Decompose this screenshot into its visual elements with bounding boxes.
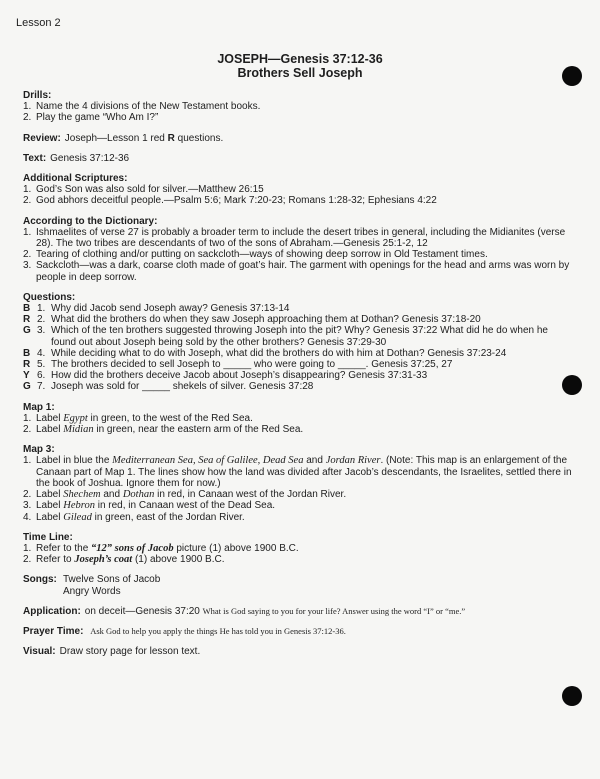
place-name: Shechem [63,489,101,501]
item-text-start: Label in blue the [36,455,113,467]
item-number: 3. [23,260,32,272]
item-text-end: in green, to the west of the Red Sea. [87,412,253,424]
item-number: 1. [23,226,32,238]
item-number: 1. [23,412,32,424]
application-text: on deceit—Genesis 37:20 [84,605,200,617]
question-color-letter: G [23,381,31,393]
item-number: 2. [23,489,32,501]
prayer-note: Ask God to help you apply the things He has told you in Genesis 37:12-36. [90,625,346,636]
question-item [23,325,575,347]
binder-hole [562,66,582,86]
item-text: Sackcloth—was a dark, coarse cloth made of goat’s hair. The garment with openings for the head and arms was worn by people in deep sorrow. [36,260,570,283]
additional-heading: Additional Scriptures: [23,173,128,185]
timeline-heading: Time Line: [23,531,73,543]
list-item [23,500,575,511]
list-item [23,112,575,123]
review-bold: R [167,132,175,144]
songs-section [23,574,575,596]
list-item [23,184,575,195]
item-text: God’s Son was also sold for silver.—Matthew 26:15 [36,184,264,196]
question-item [23,359,575,370]
list-item [23,455,575,489]
list-item [23,260,575,282]
place-name: Midian [63,424,94,436]
place-name: Hebron [63,500,95,512]
item-text [36,500,575,511]
questions-heading: Questions: [23,291,76,303]
question-color-letter: R [23,314,31,326]
item-number: 3. [23,500,32,512]
question-text: Which of the ten brothers suggested throwing Joseph into the pit? Why? Genesis 37:22 What did he do when he found out about Joseph being sold by the other brothers? Genesis 37:29-30 [51,325,548,348]
place-name: Dothan [122,489,155,501]
item-text [36,554,575,565]
visual-text: Draw story page for lesson text. [59,646,201,658]
timeline-picture-name: Joseph’s coat [74,554,133,566]
place-name: Gilead [63,511,92,523]
songs-heading: Songs: [23,574,57,586]
visual-section [23,646,575,657]
question-item [23,314,575,325]
item-text: Name the 4 divisions of the New Testament books. [36,101,261,113]
list-item [23,413,575,424]
place-name: Jordan River [325,455,381,467]
binder-hole [562,375,582,395]
place-name: Egypt [63,412,88,424]
item-text-start: Refer to [36,554,75,566]
review-heading: Review: [23,132,61,144]
item-number: 1. [23,101,32,113]
question-number: 3. [37,325,46,337]
drills-heading: Drills: [23,90,52,101]
item-text-start: Label [36,412,64,424]
question-text: Joseph was sold for _____ shekels of silver. Genesis 37:28 [51,381,314,393]
place-names: Mediterranean Sea, Sea of Galilee, Dead Sea [112,455,304,467]
question-item [23,381,575,392]
item-text: Tearing of clothing and/or putting on sackcloth—ways of showing deep sorrow in Old Testament times. [36,249,488,261]
application-heading: Application: [23,605,81,617]
dictionary-section [23,216,575,283]
item-text-end: in green, east of the Jordan River. [91,511,245,523]
songs-list [63,574,160,596]
item-text: Play the game “Who Am I?” [36,112,159,124]
visual-heading: Visual: [23,646,56,658]
timeline-section [23,532,575,566]
item-number: 2. [23,195,32,207]
item-text [36,424,575,435]
question-text: What did the brothers do when they saw Joseph approaching them at Dothan? Genesis 37:18-20 [51,314,481,326]
item-text-start: Label [36,489,64,501]
application-note: What is God saying to you for your life? Answer using the word “I” or “me.” [202,605,466,616]
song-title: Twelve Sons of Jacob [63,574,161,586]
question-item [23,303,575,314]
lesson-subtitle: Brothers Sell Joseph [237,66,363,80]
item-text-end: . (Note: This map is an enlargement of the Canaan part of Map 1. The lines show how the land was divided after Jacob’s descendants, the Israelites, settled there in the book of Joshua. Ignore them for now.) [36,455,572,489]
item-number: 2. [23,249,32,261]
text-section [23,153,575,164]
question-number: 7. [37,381,46,393]
item-text-start: Label [36,424,64,436]
binder-hole [562,686,582,706]
item-text-end: (1) above 1900 B.C. [132,554,225,566]
questions-section [23,292,575,393]
additional-scriptures-section [23,173,575,207]
list-item [23,227,575,249]
item-number: 1. [23,542,32,554]
review-text: Joseph—Lesson 1 red [64,132,168,144]
item-text-and: and [303,455,326,467]
question-color-letter: B [23,303,31,315]
question-item [23,348,575,359]
list-item [23,543,575,554]
timeline-picture-name: “12” sons of Jacob [91,542,174,554]
item-text-end: in red, in Canaan west of the Jordan River. [154,489,347,501]
text-heading: Text: [23,152,47,164]
question-number: 1. [37,303,46,315]
item-text-start: Label [36,511,64,523]
item-text-start: Refer to the [36,542,92,554]
review-text-end: questions. [174,132,224,144]
drills-section [23,90,575,124]
item-text-and: and [100,489,123,501]
question-text: Why did Jacob send Joseph away? Genesis 37:13-14 [51,303,290,315]
map3-section [23,444,575,522]
song-title: Angry Words [63,585,121,597]
question-number: 2. [37,314,46,326]
question-color-letter: R [23,359,31,371]
review-section [23,133,575,144]
question-text: The brothers decided to sell Joseph to _____ who were going to _____. Genesis 37:25, 27 [51,359,453,371]
list-item [23,101,575,112]
map3-heading: Map 3: [23,444,55,456]
question-number: 6. [37,370,46,382]
item-number: 1. [23,455,32,467]
item-text-end: picture (1) above 1900 B.C. [173,542,299,554]
lesson-number: Lesson 2 [16,17,61,29]
prayer-section [23,626,575,637]
item-text: God abhors deceitful people.—Psalm 5:6; Mark 7:20-23; Romans 1:28-32; Ephesians 4:22 [36,195,437,207]
question-item [23,370,575,381]
question-text: While deciding what to do with Joseph, what did the brothers do with him at Dothan? Genesis 37:23-24 [51,347,507,359]
question-color-letter: B [23,347,31,359]
item-number: 2. [23,424,32,436]
list-item [23,554,575,565]
item-number: 1. [23,184,32,196]
item-text: Ishmaelites of verse 27 is probably a broader term to include the desert tribes in general, including the Midianites (verse 28). The two tribes are descendants of two of the sons of Abraham.—Genesis 25:1-2, 12 [36,226,566,250]
question-color-letter: Y [23,370,30,382]
text-reference: Genesis 37:12-36 [50,152,130,164]
item-text [36,455,575,489]
item-number: 2. [23,554,32,566]
list-item [23,424,575,435]
list-item [23,195,575,206]
question-text: How did the brothers deceive Jacob about Joseph’s disappearing? Genesis 37:31-33 [51,370,428,382]
map1-heading: Map 1: [23,401,55,413]
map1-section [23,402,575,436]
lesson-title: JOSEPH—Genesis 37:12-36 [217,52,383,66]
dictionary-heading: According to the Dictionary: [23,215,158,227]
question-number: 4. [37,347,46,359]
lesson-content [23,90,575,666]
item-text [36,543,575,554]
item-number: 2. [23,112,32,124]
item-text-start: Label [36,500,64,512]
item-text-end: in red, in Canaan west of the Dead Sea. [94,500,276,512]
item-number: 4. [23,511,32,523]
list-item [23,249,575,260]
item-text-end: in green, near the eastern arm of the Red Sea. [93,424,304,436]
item-text [36,512,575,523]
prayer-heading: Prayer Time: [23,625,84,637]
item-text [36,489,575,500]
question-color-letter: G [23,325,31,337]
list-item [23,489,575,500]
list-item [23,512,575,523]
question-number: 5. [37,359,46,371]
item-text [36,413,575,424]
application-section [23,606,575,617]
